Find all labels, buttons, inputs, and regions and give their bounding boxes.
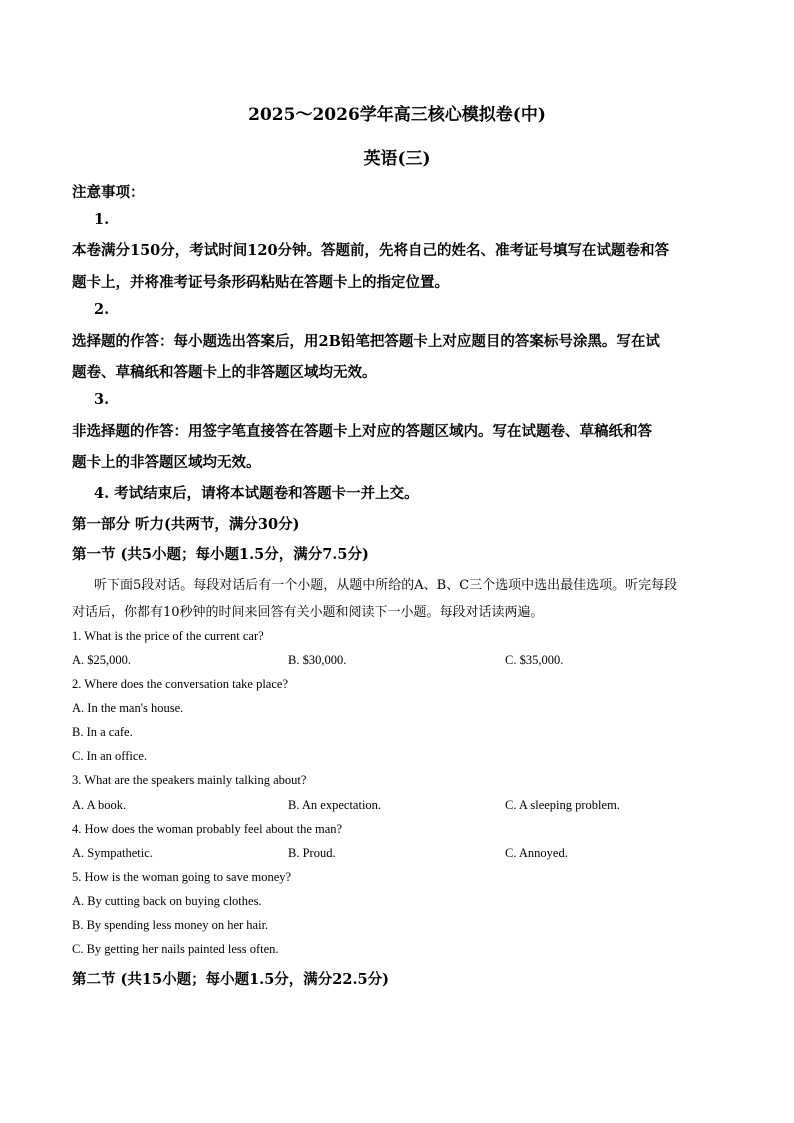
notice-item-number: 1.: [94, 211, 110, 228]
option-b: B. In a cafe.: [72, 725, 133, 739]
section1-instructions: 听下面5段对话。每段对话后有一个小题，从题中所给的A、B、C三个选项中选出最佳选项。听完每段: [94, 578, 678, 593]
part1-heading: 第一部分 听力(共两节，满分30分): [72, 516, 300, 533]
option-a: A. Sympathetic.: [72, 846, 153, 860]
question-1: 1. What is the price of the current car?: [72, 629, 264, 643]
notice-heading: 注意事项：: [72, 184, 145, 201]
option-c: C. $35,000.: [505, 653, 564, 667]
option-b: B. By spending less money on her hair.: [72, 918, 269, 932]
option-a: A. By cutting back on buying clothes.: [72, 894, 262, 908]
section1-instructions: 对话后，你都有10秒钟的时间来回答有关小题和阅读下一小题。每段对话读两遍。: [72, 605, 544, 620]
notice-item-text: 题卡上的非答题区域均无效。: [72, 454, 261, 471]
question-3: 3. What are the speakers mainly talking about?: [72, 773, 307, 787]
question-4-options: [72, 846, 732, 862]
option-c: C. A sleeping problem.: [505, 798, 620, 812]
notice-item-text: 题卷、草稿纸和答题卡上的非答题区域均无效。: [72, 364, 377, 381]
option-b: B. Proud.: [288, 846, 336, 860]
notice-item-text: 选择题的作答：每小题选出答案后，用2B铅笔把答题卡上对应题目的答案标号涂黑。写在试: [72, 333, 660, 350]
question-3-options: [72, 798, 732, 814]
option-b: B. $30,000.: [288, 653, 347, 667]
question-4: 4. How does the woman probably feel about the man?: [72, 822, 343, 836]
option-b: B. An expectation.: [288, 798, 382, 812]
notice-item-number: 2.: [94, 301, 110, 318]
question-5: 5. How is the woman going to save money?: [72, 870, 292, 884]
option-c: C. By getting her nails painted less often.: [72, 942, 279, 956]
question-2: 2. Where does the conversation take place?: [72, 677, 288, 691]
notice-item-text: 本卷满分150分，考试时间120分钟。答题前，先将自己的姓名、准考证号填写在试题卷和答: [72, 242, 670, 259]
option-c: C. In an office.: [72, 749, 148, 763]
section2-heading: 第二节 (共15小题；每小题1.5分，满分22.5分): [72, 971, 389, 988]
exam-subtitle: 英语(三): [363, 149, 431, 169]
option-c: C. Annoyed.: [505, 846, 568, 860]
notice-item-text: 4. 考试结束后，请将本试题卷和答题卡一并上交。: [94, 485, 419, 502]
question-1-options: [72, 653, 732, 669]
exam-title: 2025～2026学年高三核心模拟卷(中): [248, 105, 546, 125]
section1-heading: 第一节 (共5小题；每小题1.5分，满分7.5分): [72, 546, 369, 563]
notice-item-text: 题卡上，并将准考证号条形码粘贴在答题卡上的指定位置。: [72, 274, 449, 291]
option-a: A. $25,000.: [72, 653, 132, 667]
option-a: A. In the man's house.: [72, 701, 184, 715]
notice-item-number: 3.: [94, 391, 110, 408]
notice-item-text: 非选择题的作答：用签字笔直接答在答题卡上对应的答题区域内。写在试题卷、草稿纸和答: [72, 423, 652, 440]
option-a: A. A book.: [72, 798, 127, 812]
